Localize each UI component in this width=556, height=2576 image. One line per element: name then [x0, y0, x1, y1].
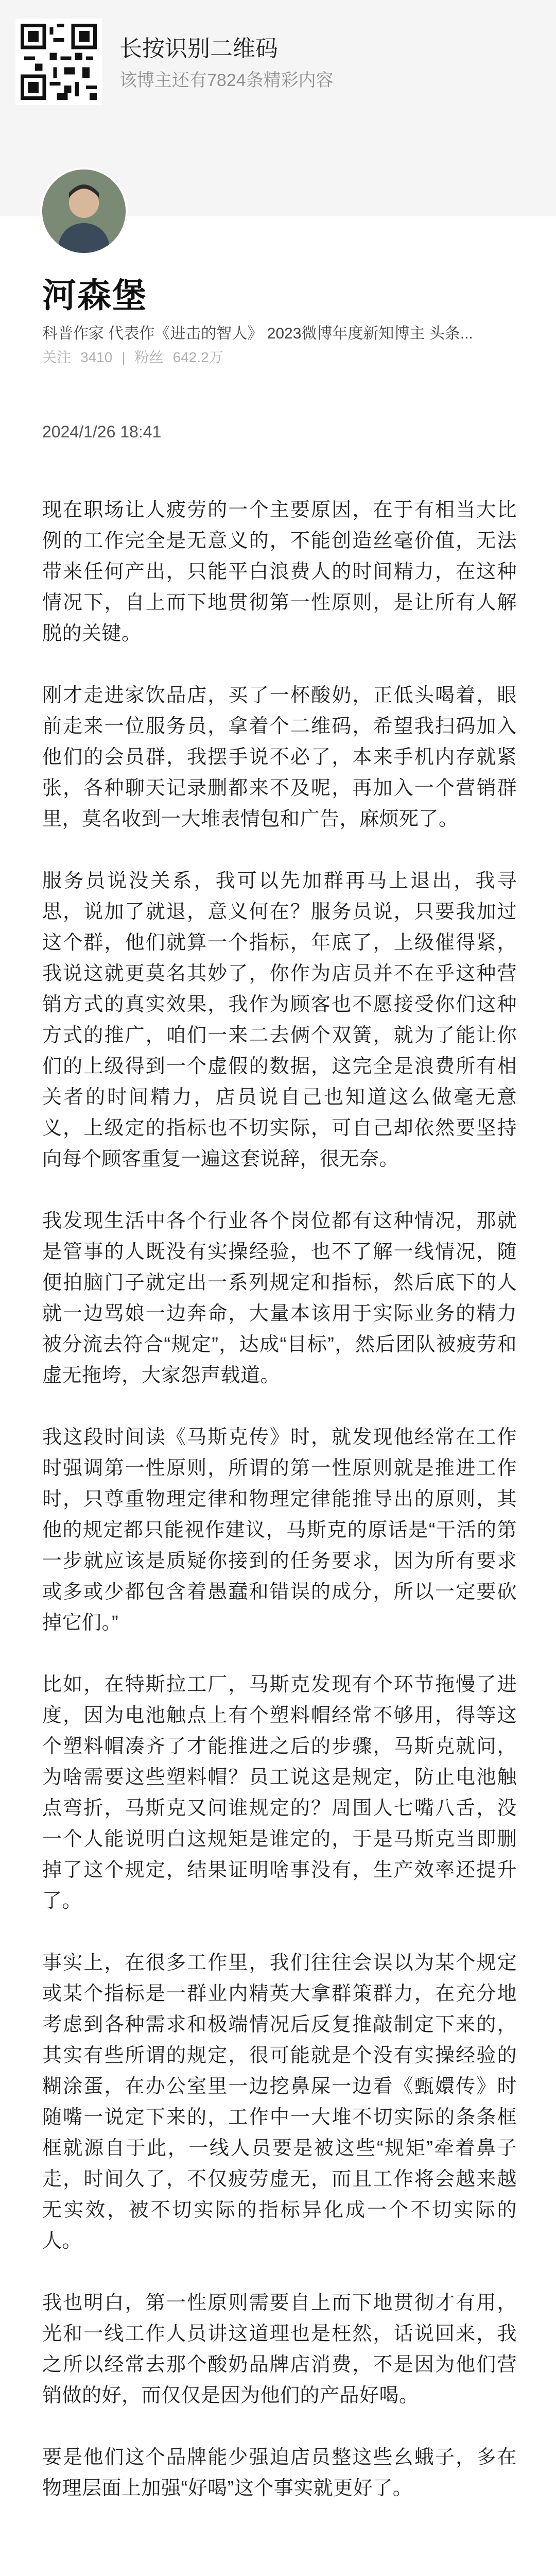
banner-title: 长按识别二维码 [119, 36, 278, 61]
follow-count: 3410 [80, 349, 113, 365]
author-description: 科普作家 代表作《进击的智人》 2023微博年度新知博主 头条... [42, 325, 473, 342]
post-time: 2024/1/26 18:41 [42, 422, 162, 441]
post-paragraph: 比如，在特斯拉工厂，马斯克发现有个环节拖慢了进度，因为电池触点上有个塑料帽经常不够用，得等这个塑料帽凑齐了才能推进之后的步骤，马斯克就问，为啥需要这些塑料帽？员工说这是规定，防止电池触点弯折，马斯克又问谁规定的？周围人七嘴八舌，没一个人能说明白这规矩是谁定的，于是马斯克当即删掉了这个规定，结果证明啥事没有，生产效率还提升了。 [42, 1674, 517, 1912]
post-paragraph: 服务员说没关系，我可以先加群再马上退出，我寻思，说加了就退，意义何在？服务员说，只要我加过这个群，他们就算一个指标，年底了，上级催得紧，我说这就更莫名其妙了，你作为店员并不在乎这种营销方式的真实效果，我作为顾客也不愿接受你们这种方式的推广，咱们一来二去俩个双簧，就为了能让你们的上级得到一个虚假的数据，这完全是浪费所有相关者的时间精力，店员说自己也知道这么做毫无意义，上级定的指标也不切实际，可自己却依然要坚持向每个顾客重复一遍这套说辞，很无奈。 [42, 870, 517, 1170]
author-name[interactable]: 河森堡 [42, 276, 147, 314]
banner-subtitle: 该博主还有7824条精彩内容 [119, 71, 334, 90]
post-paragraph: 要是他们这个品牌能少强迫店员整这些幺蛾子，多在物理层面上加强“好喝”这个事实就更好了。 [42, 2447, 517, 2499]
post-paragraph: 刚才走进家饮品店，买了一杯酸奶，正低头喝着，眼前走来一位服务员，拿着个二维码，希望我扫码加入他们的会员群，我摆手说不必了，本来手机内存就紧张，各种聊天记录删都来不及呢，再加入一个营销群里，莫名收到一大堆表情包和广告，麻烦死了。 [42, 685, 517, 830]
fans-label: 粉丝 [134, 349, 164, 365]
post-paragraph: 我也明白，第一性原则需要自上而下地贯彻才有用，光和一线工作人员讲这道理也是枉然，话说回来，我之所以经常去那个酸奶品牌店消费，不是因为他们营销做的好，而仅仅是因为他们的产品好喝。 [42, 2292, 517, 2406]
post-paragraph: 现在职场让人疲劳的一个主要原因，在于有相当大比例的工作完全是无意义的，不能创造丝毫价值，无法带来任何产出，只能平白浪费人的时间精力，在这种情况下，自上而下地贯彻第一性原则，是让所有人解脱的关键。 [42, 499, 517, 645]
post-paragraph: 我这段时间读《马斯克传》时，就发现他经常在工作时强调第一性原则，所谓的第一性原则就是推进工作时，只尊重物理定律和物理定律能推导出的原则，其他的规定都只能视作建议，马斯克的原话是“干活的第一步就应该是质疑你接到的任务要求，因为所有要求或多或少都包含着愚蠢和错误的成分，所以一定要砍掉它们。” [42, 1427, 517, 1634]
post-paragraph: 我发现生活中各个行业各个岗位都有这种情况，那就是管事的人既没有实操经验，也不了解一线情况，随便拍脑门子就定出一系列规定和指标，然后底下的人就一边骂娘一边奔命，大量本该用于实际业务的精力被分流去符合“规定”，达成“目标”，然后团队被疲劳和虚无拖垮，大家怨声载道。 [42, 1210, 517, 1386]
fans-count: 642.2万 [172, 349, 223, 365]
qr-code[interactable] [15, 19, 102, 105]
follow-label: 关注 [42, 349, 72, 365]
author-stats: 关注 3410 | 粉丝 642.2万 [42, 349, 223, 365]
avatar[interactable] [40, 167, 128, 255]
post-body [42, 495, 517, 2535]
post-paragraph: 事实上，在很多工作里，我们往往会误以为某个规定或某个指标是一群业内精英大拿群策群力，在充分地考虑到各种需求和极端情况后反复推敲制定下来的，其实有些所谓的规定，很可能就是个没有实操经验的糊涂蛋，在办公室里一边挖鼻屎一边看《甄嬛传》时随嘴一说定下来的，工作中一大堆不切实际的条条框框就源自于此，一线人员要是被这些“规矩”牵着鼻子走，时间久了，不仅疲劳虚无，而且工作将会越来越无实效，被不切实际的指标异化成一个不切实际的人。 [42, 1952, 517, 2252]
